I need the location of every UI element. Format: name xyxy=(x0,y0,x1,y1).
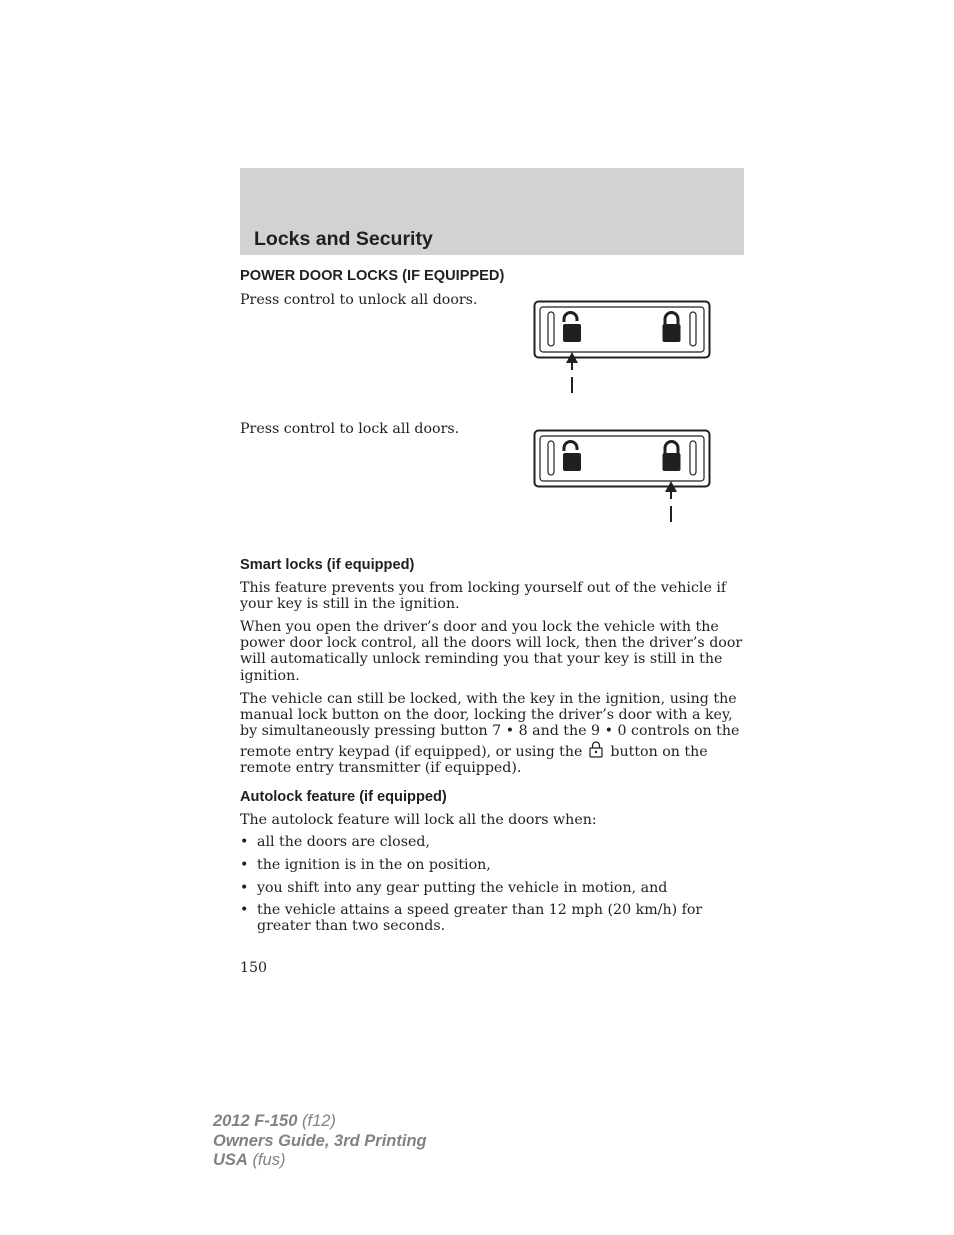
heading-power-door-locks: POWER DOOR LOCKS (IF EQUIPPED) xyxy=(240,268,505,284)
remote-lock-icon xyxy=(588,740,604,758)
list-item: • you shift into any gear putting the vehicle in motion, and xyxy=(240,880,668,896)
page-number: 150 xyxy=(240,960,268,976)
unlock-control-figure xyxy=(533,300,713,396)
smart-locks-paragraph-1: This feature prevents you from locking yourself out of the vehicle if your key is still in the ignition. xyxy=(240,580,727,613)
footer-line-1: 2012 F-150 (f12) xyxy=(213,1112,336,1130)
smart-locks-paragraph-2: When you open the driver’s door and you lock the vehicle with the power door lock control, all the doors will lock, then the driver’s door will automatically unlock reminding you that your key is still in the ignition. xyxy=(240,619,743,684)
autolock-intro: The autolock feature will lock all the doors when: xyxy=(240,812,597,828)
footer-line-2: Owners Guide, 3rd Printing xyxy=(213,1131,427,1150)
heading-autolock: Autolock feature (if equipped) xyxy=(240,789,447,805)
list-item: • the ignition is in the on position, xyxy=(240,857,491,873)
page-title: Locks and Security xyxy=(254,228,433,250)
lock-instruction: Press control to lock all doors. xyxy=(240,421,460,437)
footer-imprint xyxy=(213,1112,427,1171)
footer-line-3: USA (fus) xyxy=(213,1151,286,1169)
lock-control-figure xyxy=(533,429,713,525)
smart-locks-paragraph-3: The vehicle can still be locked, with the key in the ignition, using the manual lock button on the door, locking the driver’s door with a key, by simultaneously pressing button 7 • 8 and the 9 • 0 controls on the remote entry keypad (if equipped), or using the button on the remote entry transmitter (if equipped). xyxy=(240,691,740,776)
header-band xyxy=(240,168,744,255)
list-item: • the vehicle attains a speed greater than 12 mph (20 km/h) for greater than two seconds. xyxy=(240,902,703,935)
unlock-instruction: Press control to unlock all doors. xyxy=(240,292,478,308)
list-item: • all the doors are closed, xyxy=(240,834,430,850)
heading-smart-locks: Smart locks (if equipped) xyxy=(240,557,415,573)
